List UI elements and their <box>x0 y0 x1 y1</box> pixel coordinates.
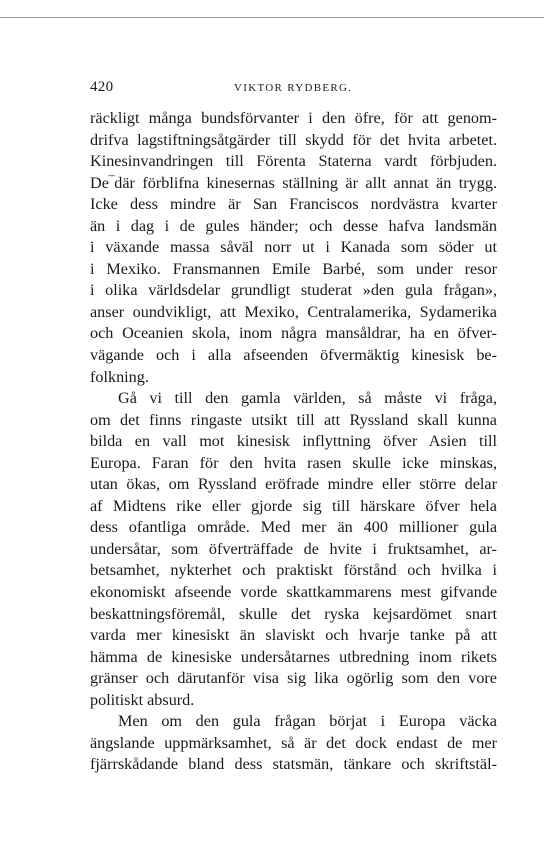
text-line: varda mer kinesiskt än slaviskt och hvarje tanke på att <box>90 626 497 645</box>
text-line: Icke dess mindre är San Franciscos nordvästra kvarter <box>90 195 497 214</box>
text-line: drifva lagstiftningsåtgärder till skydd för det hvita arbetet. <box>90 130 497 149</box>
text-line: Men om den gula frågan börjat i Europa väcka <box>118 712 497 731</box>
text-line: ängslande uppmärksamhet, så är det dock endast de mer <box>90 733 497 752</box>
running-head: VIKTOR RYDBERG. <box>234 82 353 94</box>
text-line: De‾där förblifna kinesernas ställning är allt annat än trygg. <box>90 173 497 192</box>
text-line: gränser och därutanför visa sig lika ogörlig som den vore <box>90 669 497 688</box>
text-line: i växande massa såväl norr ut i Kanada som söder ut <box>90 238 497 257</box>
text-line: beskattningsföremål, skulle det ryska kejsardömet snart <box>90 604 497 623</box>
text-line: utan ökas, om Ryssland eröfrade mindre eller större delar <box>90 475 497 494</box>
text-line: undersåtar, som öfverträffade de hvite i fruktsamhet, ar- <box>90 539 497 558</box>
text-line: räckligt många bundsförvanter i den öfre, för att genom- <box>90 109 497 127</box>
text-line: af Midtens rike eller gjorde sig till härskare öfver hela <box>90 496 497 515</box>
text-line: och Oceanien skola, inom några mansåldrar, ha en öfver- <box>90 324 497 343</box>
text-line: bilda en vall mot kinesisk inflyttning öfver Asien till <box>90 432 497 451</box>
text-line: om det finns ringaste utsikt till att Ryssland skall kunna <box>90 410 497 429</box>
top-rule <box>0 17 544 18</box>
text-line: fjärrskådande bland dess statsmän, tänkare och skriftstäl- <box>90 755 497 774</box>
text-line: anser oundvikligt, att Mexiko, Centralamerika, Sydamerika <box>90 302 497 321</box>
text-line: än i dag i de gules händer; och desse hafva landsmän <box>90 216 497 235</box>
text-line: dess ofantliga område. Med mer än 400 millioner gula <box>90 518 497 537</box>
text-line: folkning. <box>90 367 149 386</box>
text-line: Europa. Faran för den hvita rasen skulle icke minskas, <box>90 453 497 472</box>
text-line: i Mexiko. Fransmannen Emile Barbé, som under resor <box>90 259 497 278</box>
body-text <box>90 108 497 776</box>
text-line: Kinesinvandringen till Förenta Staterna vardt förbjuden. <box>90 152 497 171</box>
text-line: vägande och i alla afseenden öfvermäktig kinesisk be- <box>90 346 497 365</box>
text-line: betsamhet, nykterhet och praktiskt förstånd och hvilka i <box>90 561 497 580</box>
text-line: Gå vi till den gamla världen, så måste vi fråga, <box>118 389 497 408</box>
text-line: politiskt absurd. <box>90 690 195 709</box>
page-number: 420 <box>90 79 114 95</box>
text-line: ekonomiskt afseende vorde skattkammarens mest gifvande <box>90 583 497 602</box>
text-line: hämma de kinesiske undersåtarnes utbredning inom rikets <box>90 647 497 666</box>
text-line: i olika världsdelar grundligt studerat »den gula frågan», <box>90 281 497 300</box>
